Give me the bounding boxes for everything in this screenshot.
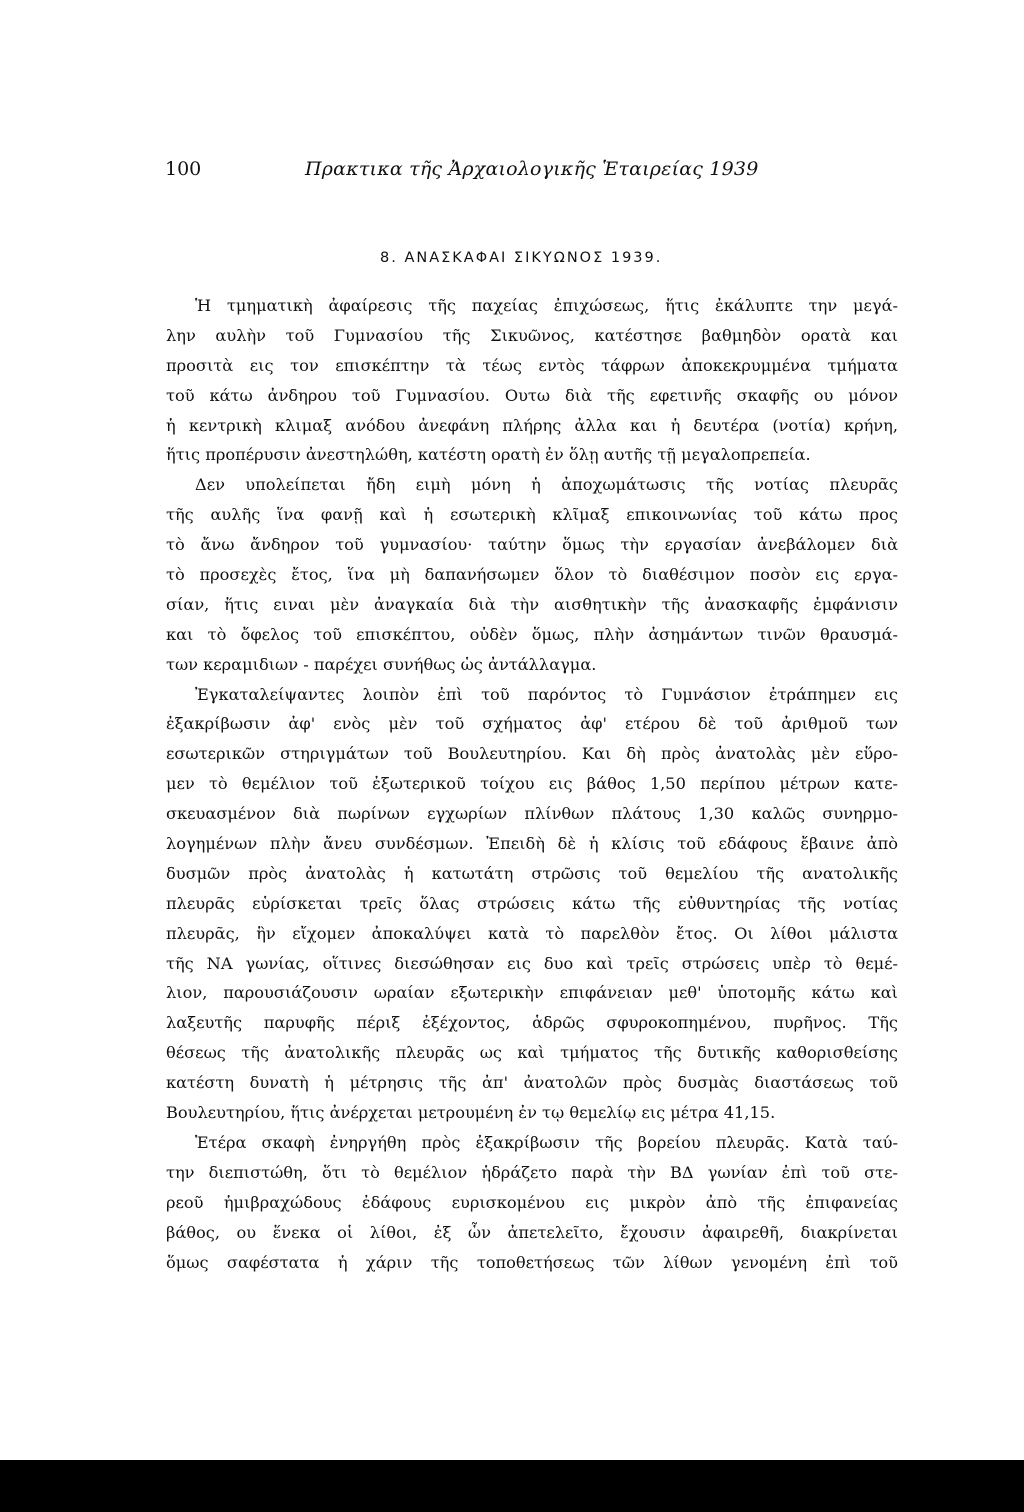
text-line: τῆς ΝΑ γωνίας, οἵτινες διεσώθησαν εις δυο καὶ τρεῖς στρώσεις υπὲρ τὸ θεμέ- xyxy=(166,953,898,973)
text-line: Δεν υπολείπεται ἤδη ειμὴ μόνη ἡ ἀποχωμάτωσις τῆς νοτίας πλευρᾶς xyxy=(195,475,898,495)
text-line: Ἐγκαταλείψαντες λοιπὸν ἐπὶ τοῦ παρόντος τὸ Γυμνάσιον ἐτράπημεν εις xyxy=(195,684,898,704)
page-number: 100 xyxy=(165,158,202,180)
text-line: ὅμως σαφέστατα ἡ χάριν τῆς τοποθετήσεως τῶν λίθων γενομένη ἐπὶ τοῦ xyxy=(166,1252,898,1272)
text-line: ρεοῦ ἡμιβραχώδους ἐδάφους ευρισκομένου εις μικρὸν ἀπὸ τῆς ἐπιφανείας xyxy=(166,1192,898,1212)
text-line: πλευρᾶς εὑρίσκεται τρεῖς ὅλας στρώσεις κάτω τῆς εὐθυντηρίας τῆς νοτίας xyxy=(166,893,898,913)
text-line: εσωτερικῶν στηριγμάτων τοῦ Βουλευτηρίου. Και δὴ πρὸς ἀνατολὰς μὲν εὕρο- xyxy=(166,744,898,764)
body-text xyxy=(166,291,898,1277)
text-line: ἐξακρίβωσιν ἀφ' ενὸς μὲν τοῦ σχήματος ἀφ' ετέρου δὲ τοῦ ἀριθμοῦ των xyxy=(166,714,898,734)
running-head xyxy=(165,158,905,188)
section-heading: 8. ΑΝΑΣΚΑΦΑΙ ΣΙΚΥΩΝΟΣ 1939. xyxy=(380,250,663,266)
text-line: σκευασμένον διὰ πωρίνων εγχωρίων πλίνθων πλάτους 1,30 καλῶς συνηρμο- xyxy=(166,804,898,824)
text-line: τῆς αυλῆς ἵνα φανῇ καὶ ἡ εσωτερικὴ κλῖμαξ επικοινωνίας τοῦ κάτω προς xyxy=(166,505,898,525)
text-line: Ἡ τμηματικὴ ἀφαίρεσις τῆς παχείας ἐπιχώσεως, ἥτις ἐκάλυπτε την μεγά- xyxy=(195,296,898,315)
text-line: κατέστη δυνατὴ ἡ μέτρησις τῆς ἀπ' ἀνατολῶν πρὸς δυσμὰς διαστάσεως τοῦ xyxy=(166,1073,898,1093)
text-line: ἥτις προπέρυσιν ἀνεστηλώθη, κατέστη ορατὴ ἐν ὅλῃ αυτῆς τῇ μεγαλοπρεπεία. xyxy=(166,445,811,465)
journal-title: Πρακτικα τῆς Ἀρχαιολογικῆς Ἑταιρείας 1939 xyxy=(305,158,759,180)
text-line: λαξευτῆς παρυφῆς πέριξ ἐξέχοντος, ἁδρῶς σφυροκοπημένου, πυρῆνος. Τῆς xyxy=(166,1013,898,1033)
text-line: προσιτὰ εις τον επισκέπτην τὰ τέως εντὸς τάφρων ἀποκεκρυμμένα τμήματα xyxy=(166,355,898,375)
text-line: τοῦ κάτω ἀνδηρου τοῦ Γυμνασίου. Ουτω διὰ τῆς εφετινῆς σκαφῆς ου μόνον xyxy=(166,385,898,405)
text-line: Βουλευτηρίου, ἥτις ἀνέρχεται μετρουμένη ἐν τῳ θεμελίῳ εις μέτρα 41,15. xyxy=(166,1103,776,1123)
text-line: βάθος, ου ἕνεκα οἱ λίθοι, ἐξ ὧν ἀπετελεῖτο, ἔχουσιν ἀφαιρεθῆ, διακρίνεται xyxy=(166,1222,898,1242)
text-line: θέσεως τῆς ἀνατολικῆς πλευρᾶς ως καὶ τμήματος τῆς δυτικῆς καθορισθείσης xyxy=(166,1043,898,1063)
text-line: σίαν, ἥτις ειναι μὲν ἀναγκαία διὰ τὴν αισθητικὴν τῆς ἀνασκαφῆς ἐμφάνισιν xyxy=(166,594,898,614)
text-line: τὸ προσεχὲς ἔτος, ἵνα μὴ δαπανήσωμεν ὅλον τὸ διαθέσιμον ποσὸν εις εργα- xyxy=(166,565,898,585)
text-line: δυσμῶν πρὸς ἀνατολὰς ἡ κατωτάτη στρῶσις τοῦ θεμελίου τῆς ανατολικῆς xyxy=(166,863,898,883)
text-line: πλευρᾶς, ἣν εἴχομεν ἀποκαλύψει κατὰ τὸ παρελθὸν ἔτος. Οι λίθοι μάλιστα xyxy=(166,923,898,943)
text-line: την διεπιστώθη, ὅτι τὸ θεμέλιον ἡδράζετο παρὰ τὴν ΒΔ γωνίαν ἐπὶ τοῦ στε- xyxy=(166,1162,898,1182)
text-line: και τὸ ὄφελος τοῦ επισκέπτου, οὐδὲν ὅμως, πλὴν ἀσημάντων τινῶν θραυσμά- xyxy=(166,624,898,644)
text-line: ἡ κεντρικὴ κλιμαξ ανόδου ἀνεφάνη πλήρης ἀλλα και ἡ δευτέρα (νοτία) κρήνη, xyxy=(166,415,898,435)
text-line: μεν τὸ θεμέλιον τοῦ ἐξωτερικοῦ τοίχου εις βάθος 1,50 περίπου μέτρων κατε- xyxy=(166,774,898,794)
text-line: των κεραμιδιων - παρέχει συνήθως ὡς ἀντάλλαγμα. xyxy=(166,654,597,674)
text-line: λην αυλὴν τοῦ Γυμνασίου τῆς Σικυῶνος, κατέστησε βαθμηδὸν ορατὰ και xyxy=(166,325,898,345)
text-line: λογημένων πλὴν ἄνευ συνδέσμων. Ἐπειδὴ δὲ ἡ κλίσις τοῦ εδάφους ἔβαινε ἀπὸ xyxy=(166,834,898,854)
text-line: τὸ ἄνω ἄνδηρον τοῦ γυμνασίου· ταύτην ὅμως τὴν εργασίαν ἀνεβάλομεν διὰ xyxy=(166,535,898,555)
text-line: λιον, παρουσιάζουσιν ωραίαν εξωτερικὴν επιφάνειαν μεθ' ὑποτομῆς κάτω καὶ xyxy=(166,983,898,1003)
text-line: Ἑτέρα σκαφὴ ἐνηργήθη πρὸς ἐξακρίβωσιν τῆς βορείου πλευρᾶς. Κατὰ ταύ- xyxy=(195,1132,898,1152)
